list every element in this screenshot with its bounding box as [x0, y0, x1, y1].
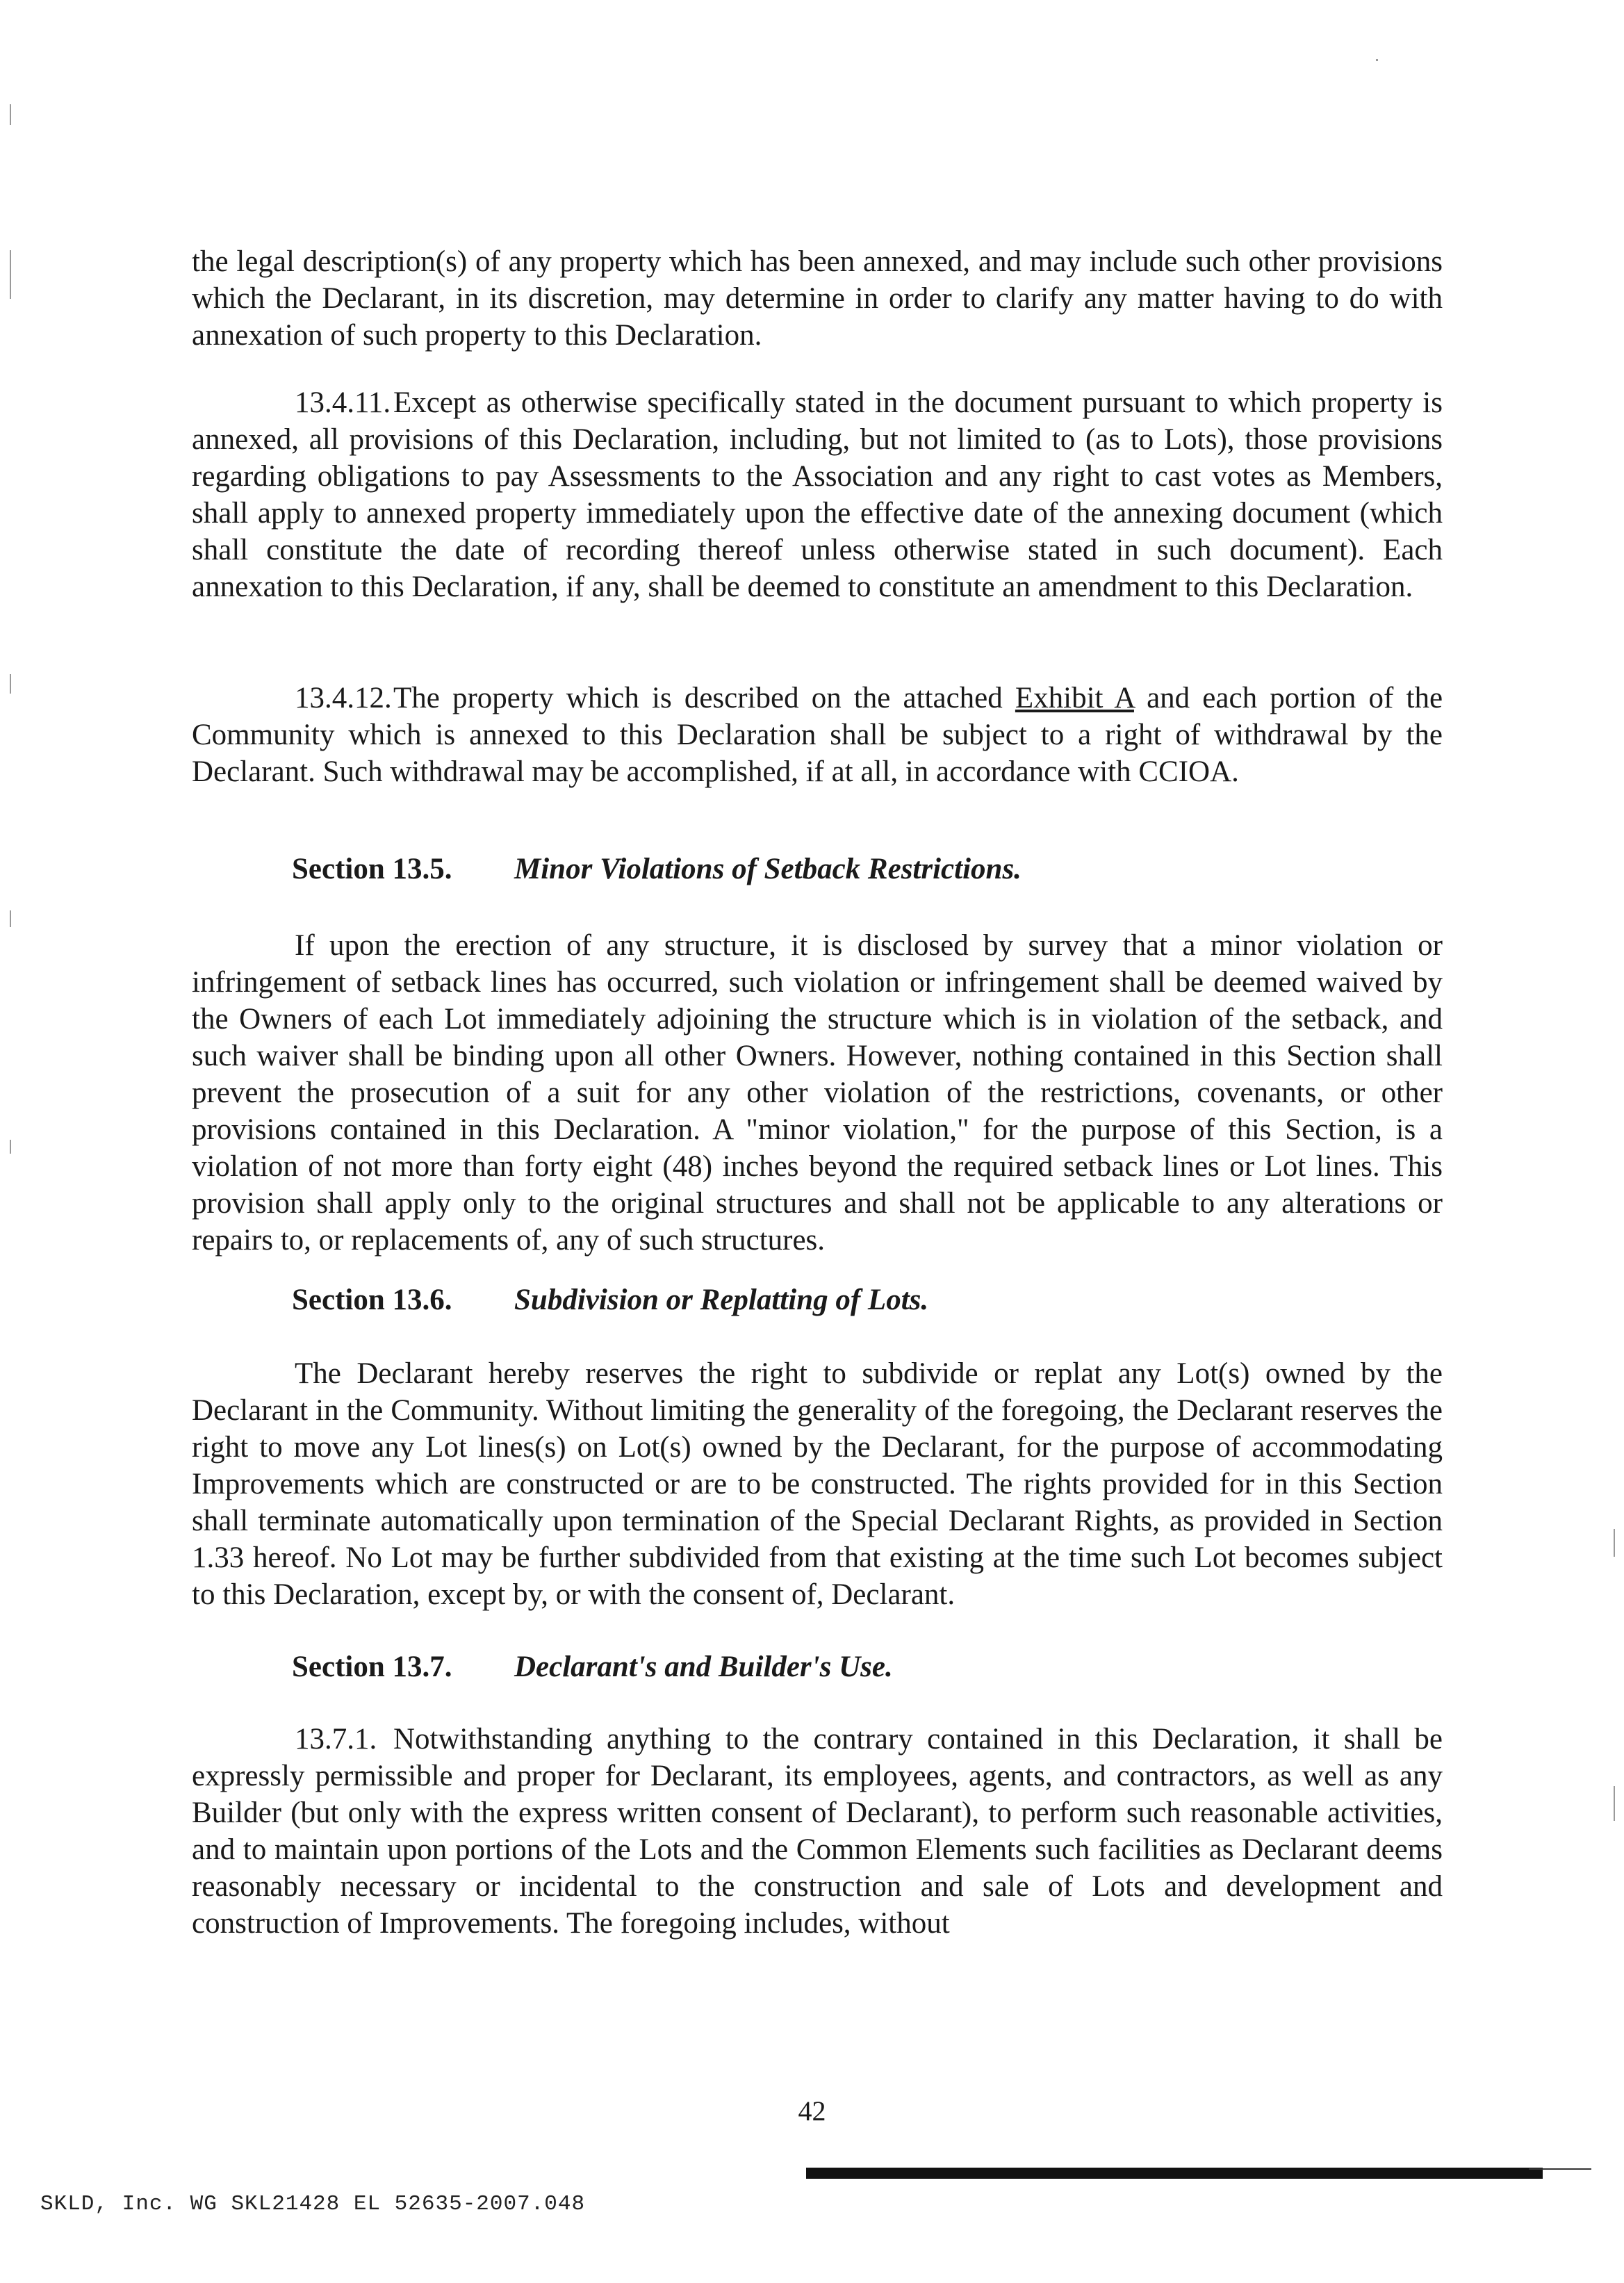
paragraph-annexation-continuation: [192, 243, 1443, 354]
section-title: Subdivision or Replatting of Lots.: [514, 1284, 929, 1316]
footer-text: SKLD, Inc. WG SKL21428 EL 52635-2007.048: [40, 2192, 586, 2216]
scan-artifact: [1614, 1786, 1615, 1821]
section-heading-13-6: [292, 1282, 928, 1318]
section-label: Section 13.6.: [292, 1284, 452, 1316]
section-label: Section 13.5.: [292, 853, 452, 885]
paragraph-number: 13.7.1.: [295, 1723, 377, 1756]
scan-artifact: [10, 250, 11, 299]
scan-artifact: [10, 674, 11, 694]
paragraph-13-4-11: [192, 384, 1443, 605]
scan-artifact: [10, 1140, 11, 1154]
paragraph-13-7-1: [192, 1721, 1443, 1942]
paragraph-minor-violations: [192, 927, 1443, 1259]
footer-bar-tail: [1529, 2168, 1591, 2170]
paragraph-text: The property which is described on the attached: [393, 682, 1003, 714]
paragraph-13-4-12: [192, 680, 1443, 790]
paragraph-text: and each portion of the Community which is annexed to this Declaration shall be subject to a right of withdrawal by the Declarant. Such withdrawal may be accomplished, if at all, in accordance with CCIOA.: [192, 682, 1443, 788]
section-label: Section 13.7.: [292, 1651, 452, 1683]
section-title: Minor Violations of Setback Restrictions.: [514, 853, 1022, 885]
section-title: Declarant's and Builder's Use.: [514, 1651, 893, 1683]
section-heading-13-5: [292, 851, 1022, 887]
paragraph-text: If upon the erection of any structure, it is disclosed by survey that a minor violation or infringement of setback lines has occurred, such violation or infringement shall be deemed waived by the Owners of each Lot immediately adjoining the structure which is in violation of the setback, and such waiver shall be binding upon all other Owners. However, nothing contained in this Section shall prevent the prosecution of a suit for any other violation of the restrictions, covenants, or other provisions contained in this Declaration. A "minor violation," for the purpose of this Section, is a violation of not more than forty eight (48) inches beyond the required setback lines or Lot lines. This provision shall apply only to the original structures and shall not be applicable to any alterations or repairs to, or replacements of, any of such structures.: [192, 929, 1443, 1257]
footer-bar: [806, 2168, 1543, 2179]
exhibit-reference: Exhibit A: [1015, 682, 1134, 714]
paragraph-subdivision: [192, 1355, 1443, 1613]
paragraph-text: Except as otherwise specifically stated in the document pursuant to which property is annexed, all provisions of this Declaration, including, but not limited to (as to Lots), those provisions regarding obligations to pay Assessments to the Association and any right to cast votes as Members, shall apply to annexed property immediately upon the effective date of the annexing document (which shall constitute the date of recording thereof unless otherwise stated in such document). Each annexation to this Declaration, if any, shall be deemed to constitute an amendment to this Declaration.: [192, 386, 1443, 603]
scan-artifact: [1376, 59, 1378, 61]
paragraph-text: The Declarant hereby reserves the right to subdivide or replat any Lot(s) owned by the Declarant in the Community. Without limiting the generality of the foregoing, the Declarant reserves the right to move any Lot lines(s) on Lot(s) owned by the Declarant, for the purpose of accommodating Improvements which are constructed or are to be constructed. The rights provided for in this Section shall terminate automatically upon termination of the Special Declarant Rights, as provided in Section 1.33 hereof. No Lot may be further subdivided from that existing at the time such Lot becomes subject to this Declaration, except by, or with the consent of, Declarant.: [192, 1357, 1443, 1611]
paragraph-text: Notwithstanding anything to the contrary contained in this Declaration, it shall be expressly permissible and proper for Declarant, its employees, agents, and contractors, as well as any Builder (but only with the express written consent of Declarant), to perform such reasonable activities, and to maintain upon portions of the Lots and the Common Elements such facilities as Declarant deems reasonably necessary or incidental to the construction and sale of Lots and development and construction of Improvements. The foregoing includes, without: [192, 1723, 1443, 1940]
section-heading-13-7: [292, 1648, 893, 1685]
paragraph-text: the legal description(s) of any property which has been annexed, and may include such other provisions which the Declarant, in its discretion, may determine in order to clarify any matter having to do with annexation of such property to this Declaration.: [192, 245, 1443, 352]
paragraph-number: 13.4.11.: [295, 386, 391, 419]
page-number: 42: [798, 2095, 826, 2127]
scan-artifact: [10, 104, 11, 125]
scan-artifact: [1614, 1529, 1615, 1557]
scan-artifact: [10, 910, 11, 927]
paragraph-number: 13.4.12.: [295, 682, 392, 714]
